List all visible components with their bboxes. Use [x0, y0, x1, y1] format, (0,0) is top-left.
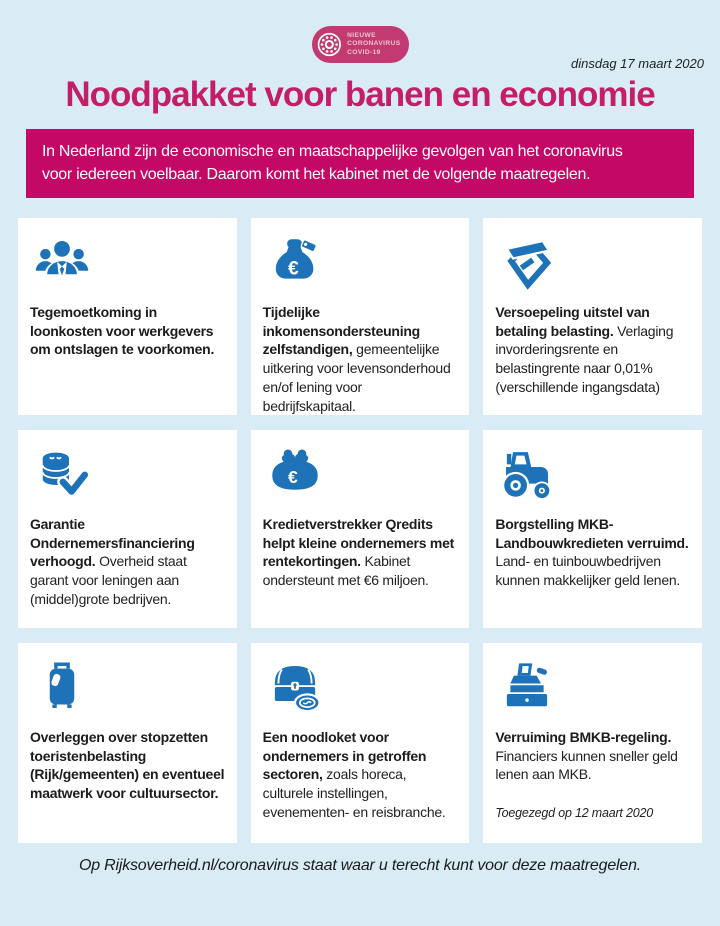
treasure-chest-icon: [265, 659, 325, 715]
card-text: [495, 303, 690, 397]
page-title: Noodpakket voor banen en economie: [65, 75, 655, 114]
measure-card-garantie-ondernemersfinanciering: [18, 430, 237, 628]
card-bold-text: Garantie Ondernemersfinanciering verhoogd.: [30, 515, 195, 570]
measure-card-uitstel-belasting: [483, 218, 702, 415]
measures-grid: [18, 218, 702, 843]
employees-icon: [32, 234, 92, 290]
card-bold-text: Kredietverstrekker Qredits helpt kleine ondernemers met rentekortingen.: [262, 515, 455, 570]
coronavirus-badge: [312, 26, 409, 63]
measure-card-toeristenbelasting: [18, 643, 237, 843]
card-regular-text: Financiers kunnen sneller geld lenen aan MKB.: [495, 747, 678, 783]
tax-seal-icon: [497, 234, 557, 290]
coins-check-icon: [32, 446, 92, 502]
card-bold-text: Een noodloket voor ondernemers in getroffen sectoren,: [262, 728, 427, 783]
card-bold-text: Overleggen over stopzetten toeristenbelasting (Rijk/gemeenten) en eventueel maatwerk voor cultuursector.: [30, 728, 225, 802]
intro-line-1: In Nederland zijn de economische en maatschappelijke gevolgen van het coronavirus: [42, 142, 623, 160]
purse-icon: [265, 446, 325, 502]
badge-line-2: CORONAVIRUS: [347, 40, 401, 48]
card-regular-text: Overheid staat garant voor leningen aan (middel)grote bedrijven.: [30, 553, 187, 607]
card-text: [30, 728, 225, 803]
card-bold-text: Verruiming BMKB-regeling.: [495, 728, 672, 745]
measure-card-landbouwkredieten: [483, 430, 702, 628]
card-text: [263, 728, 458, 822]
card-text: [30, 303, 225, 359]
cash-register-icon: [497, 659, 557, 715]
footer-note: Op Rijksoverheid.nl/coronavirus staat waar u terecht kunt voor deze maatregelen.: [78, 856, 642, 874]
badge-line-1: NIEUWE: [347, 32, 376, 40]
tractor-icon: [497, 446, 557, 502]
card-text: [263, 515, 458, 590]
card-regular-text: Verlaging invorderingsrente en belastingrente naar 0,01% (verschillende ingangsdata): [495, 322, 674, 395]
card-regular-text: Land- en tuinbouwbedrijven kunnen makkelijker geld lenen.: [495, 553, 681, 589]
coronavirus-icon: [317, 29, 342, 60]
money-bag-icon: [265, 234, 325, 290]
measure-card-noodloket: [251, 643, 470, 843]
suitcase-icon: [32, 659, 92, 715]
card-note: Toegezegd op 12 maart 2020: [495, 806, 653, 821]
intro-banner: [26, 129, 694, 198]
card-text: [495, 515, 690, 590]
card-regular-text: Kabinet ondersteunt met €6 miljoen.: [262, 553, 429, 589]
measure-card-bmkb: [483, 643, 702, 843]
card-text: [495, 728, 690, 784]
card-bold-text: Borgstelling MKB-Landbouwkredieten verruimd.: [495, 515, 689, 551]
card-regular-text: gemeentelijke uitkering voor levensonderhoud en/of lening voor bedrijfskapitaal.: [262, 341, 451, 414]
svg-text:€: €: [287, 466, 298, 487]
measure-card-inkomensondersteuning: [251, 218, 470, 415]
card-bold-text: Tegemoetkoming in loonkosten voor werkgevers om ontslagen te voorkomen.: [30, 303, 215, 358]
badge-line-3: COVID-19: [347, 48, 381, 56]
card-bold-text: Tijdelijke inkomensondersteuning zelfstandigen,: [262, 303, 420, 358]
card-text: [263, 303, 458, 415]
card-bold-text: Versoepeling uitstel van betaling belasting.: [495, 303, 650, 339]
badge-label: [347, 32, 400, 57]
card-text: [30, 515, 225, 609]
infographic-page: [0, 26, 720, 926]
measure-card-loonkosten: [18, 218, 237, 415]
card-regular-text: zoals horeca, culturele instellingen, evenementen- en reisbranche.: [262, 766, 446, 820]
publication-date: dinsdag 17 maart 2020: [571, 56, 704, 71]
intro-line-2: voor iedereen voelbaar. Daarom komt het kabinet met de volgende maatregelen.: [42, 165, 591, 183]
svg-text:€: €: [287, 258, 299, 280]
measure-card-qredits: [251, 430, 470, 628]
